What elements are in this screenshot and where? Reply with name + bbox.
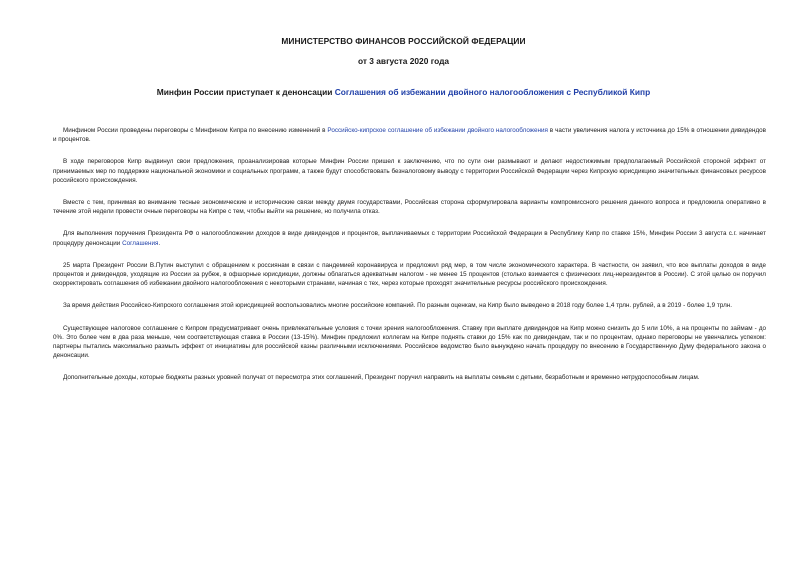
paragraph-1-text-start: Минфином России проведены переговоры с Минфином Кипра по внесению изменений в	[63, 127, 328, 134]
headline-agreement-link[interactable]: Соглашения об избежании двойного налогообложения с Республикой Кипр	[334, 87, 651, 97]
paragraph-4-text-end: .	[158, 239, 161, 247]
paragraph-7: Существующее налоговое соглашение с Кипром предусматривает очень привлекательные условия с точки зрения налогообложения. Ставку при выплате дивидендов на Кипр можно снизить до 5 или 10%, а на проценты по займам - до 0%. Это более чем в два раза меньше, чем соответствующая ставка в России (13-15%). Минфин предложил коллегам на Кипре поднять ставки до 15% как по дивидендам, так и по процентам, однако переговоры не увенчались успехом: партнеры пытались максимально размыть эффект от инициативы для российской казны различными исключениями. Российское ведомство было вынуждено начать процедуру по внесению в Государственную Думу федерального закона о денонсации.	[53, 324, 766, 360]
ministry-heading: МИНИСТЕРСТВО ФИНАНСОВ РОССИЙСКОЙ ФЕДЕРАЦИИ	[281, 36, 526, 46]
agreement-link[interactable]: Соглашения	[122, 239, 159, 247]
paragraph-4	[53, 229, 766, 247]
document-body	[53, 126, 766, 396]
paragraph-4-text-start: Для выполнения поручения Президента РФ о налогообложении доходов в виде дивидендов и процентов, выплачиваемых с территории Российской Федерации в Республику Кипр по ставке 15%, Минфин России 3 августа с.г. начинает процедуру денонсации	[53, 230, 766, 247]
paragraph-5: 25 марта Президент России В.Путин выступил с обращением к россиянам в связи с пандемией коронавируса и предложил ряд мер, в том числе экономического характера. В частности, он заявил, что все выплаты доходов в виде процентов и дивидендов, уходящие из России за рубеж, в офшорные юрисдикции, должны облагаться адекватным налогом - не менее 15 процентов (столько взимается с физических лиц-нерезидентов в России). С этой целью он поручил скорректировать соглашения об избежании двойного налогообложения с некоторыми странами, начиная с тех, через которые проходят значительные ресурсы российского происхождения.	[53, 261, 766, 288]
paragraph-3: Вместе с тем, принимая во внимание тесные экономические и исторические связи между двумя государствами, Российская сторона сформулировала варианты компромиссного решения данного вопроса и предложила оперативно в течение этой недели провести очные переговоры на Кипре с тем, чтобы выйти на решение, но получила отказ.	[53, 199, 766, 216]
paragraph-2: В ходе переговоров Кипр выдвинул свои предложения, проанализировав которые Минфин России пришел к заключению, что по сути они размывают и делают недостижимым предполагаемый Российской стороной эффект от принимаемых мер по поддержке национальной экономики и социальных программ, а также будут способствовать безналоговому выводу с территории Российской Федерации через Кипрскую юрисдикцию значительных финансовых ресурсов российского происхождения.	[53, 158, 766, 184]
document-headline	[0, 87, 807, 97]
russia-cyprus-agreement-link[interactable]: Российско-кипрское соглашение об избежании двойного налогообложения	[327, 127, 548, 134]
document-date: от 3 августа 2020 года	[357, 56, 450, 66]
paragraph-8: Дополнительные доходы, которые бюджеты разных уровней получат от пересмотра этих соглашений, Президент поручил направить на выплаты семьям с детьми, безработным и временно нетрудоспособным лицам.	[63, 374, 700, 382]
paragraph-1-text-end: в части увеличения налога у источника до 15% в отношении дивидендов и процентов.	[53, 127, 766, 144]
paragraph-6: За время действия Российско-Кипрского соглашения этой юрисдикцией воспользовались многие российские компаний. По разным оценкам, на Кипр было выведено в 2018 году более 1,4 трлн. рублей, а в 2019 - более 1,9 трлн.	[63, 302, 732, 310]
headline-text: Минфин России приступает к денонсации	[156, 87, 335, 97]
paragraph-1	[53, 126, 766, 144]
